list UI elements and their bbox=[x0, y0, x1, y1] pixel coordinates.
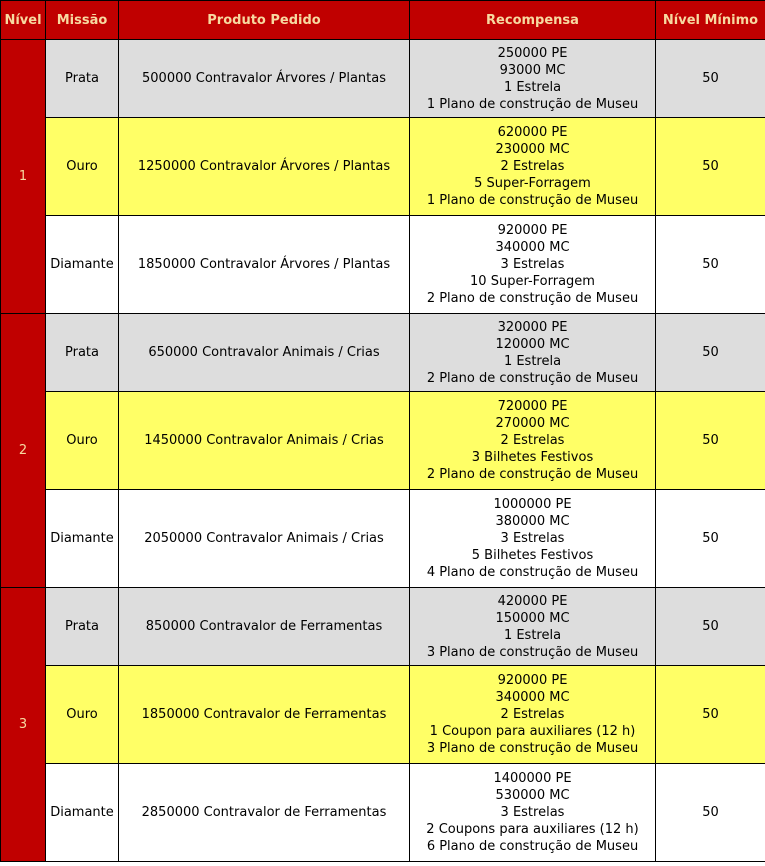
reward-line: 420000 PE bbox=[497, 593, 568, 609]
reward-cell bbox=[410, 666, 656, 764]
reward-line: 620000 PE bbox=[497, 125, 568, 140]
mission-cell: Diamante bbox=[46, 490, 119, 588]
header-missao: Missão bbox=[46, 1, 119, 40]
mission-cell: Prata bbox=[46, 588, 119, 666]
header-nivel: Nível bbox=[1, 1, 46, 40]
reward-cell bbox=[410, 314, 656, 392]
reward-line: 2 Estrelas bbox=[500, 433, 565, 448]
min-level-cell: 50 bbox=[656, 216, 765, 314]
min-level-cell: 50 bbox=[656, 764, 765, 862]
reward-line: 250000 PE bbox=[497, 45, 568, 61]
product-cell: 650000 Contravalor Animais / Crias bbox=[119, 314, 410, 392]
reward-line: 1 Estrela bbox=[503, 627, 562, 643]
reward-line: 10 Super-Forragem bbox=[470, 274, 595, 289]
table-row bbox=[1, 118, 765, 216]
header-row bbox=[1, 1, 765, 40]
product-cell: 850000 Contravalor de Ferramentas bbox=[119, 588, 410, 666]
table-row bbox=[1, 40, 765, 118]
reward-cell bbox=[410, 764, 656, 862]
reward-line: 1 Plano de construção de Museu bbox=[426, 193, 639, 208]
mission-cell: Ouro bbox=[46, 666, 119, 764]
reward-line: 230000 MC bbox=[495, 142, 570, 157]
reward-line: 93000 MC bbox=[499, 62, 566, 78]
reward-line: 1 Plano de construção de Museu bbox=[426, 96, 639, 112]
product-cell: 1850000 Contravalor de Ferramentas bbox=[119, 666, 410, 764]
reward-line: 920000 PE bbox=[497, 673, 568, 688]
level-cell: 2 bbox=[1, 314, 46, 588]
min-level-cell: 50 bbox=[656, 666, 765, 764]
reward-line: 1 Estrela bbox=[503, 79, 562, 95]
product-cell: 1450000 Contravalor Animais / Crias bbox=[119, 392, 410, 490]
reward-line: 2 Plano de construção de Museu bbox=[426, 370, 639, 386]
reward-line: 1400000 PE bbox=[493, 771, 572, 786]
reward-line: 5 Super-Forragem bbox=[474, 176, 591, 191]
reward-cell bbox=[410, 392, 656, 490]
reward-line: 5 Bilhetes Festivos bbox=[471, 548, 594, 563]
reward-line: 380000 MC bbox=[495, 514, 570, 529]
reward-cell bbox=[410, 588, 656, 666]
reward-line: 3 Estrelas bbox=[500, 257, 565, 272]
product-cell: 2050000 Contravalor Animais / Crias bbox=[119, 490, 410, 588]
reward-cell bbox=[410, 490, 656, 588]
table-row bbox=[1, 392, 765, 490]
min-level-cell: 50 bbox=[656, 118, 765, 216]
reward-line: 720000 PE bbox=[497, 399, 568, 414]
product-cell: 1850000 Contravalor Árvores / Plantas bbox=[119, 216, 410, 314]
mission-cell: Diamante bbox=[46, 216, 119, 314]
reward-line: 2 Coupons para auxiliares (12 h) bbox=[426, 822, 639, 837]
header-produto: Produto Pedido bbox=[119, 1, 410, 40]
reward-line: 1 Coupon para auxiliares (12 h) bbox=[429, 724, 636, 739]
reward-line: 3 Plano de construção de Museu bbox=[426, 644, 639, 660]
table-row bbox=[1, 666, 765, 764]
table-row bbox=[1, 764, 765, 862]
level-cell: 1 bbox=[1, 40, 46, 314]
reward-line: 270000 MC bbox=[495, 416, 570, 431]
reward-cell bbox=[410, 40, 656, 118]
reward-line: 2 Estrelas bbox=[500, 159, 565, 174]
reward-line: 320000 PE bbox=[497, 319, 568, 335]
header-nivel-minimo: Nível Mínimo bbox=[656, 1, 765, 40]
reward-line: 1000000 PE bbox=[493, 497, 572, 512]
table-row bbox=[1, 588, 765, 666]
reward-line: 340000 MC bbox=[495, 690, 570, 705]
mission-cell: Ouro bbox=[46, 392, 119, 490]
reward-line: 3 Estrelas bbox=[500, 531, 565, 546]
reward-line: 2 Plano de construção de Museu bbox=[426, 291, 639, 306]
reward-line: 3 Plano de construção de Museu bbox=[426, 741, 639, 756]
reward-line: 1 Estrela bbox=[503, 353, 562, 369]
reward-line: 3 Bilhetes Festivos bbox=[471, 450, 594, 465]
reward-line: 2 Plano de construção de Museu bbox=[426, 467, 639, 482]
product-cell: 2850000 Contravalor de Ferramentas bbox=[119, 764, 410, 862]
reward-line: 340000 MC bbox=[495, 240, 570, 255]
reward-line: 150000 MC bbox=[495, 610, 570, 626]
mission-cell: Prata bbox=[46, 40, 119, 118]
min-level-cell: 50 bbox=[656, 392, 765, 490]
min-level-cell: 50 bbox=[656, 588, 765, 666]
table-row bbox=[1, 490, 765, 588]
level-cell: 3 bbox=[1, 588, 46, 862]
reward-line: 120000 MC bbox=[495, 336, 570, 352]
table-row bbox=[1, 314, 765, 392]
product-cell: 500000 Contravalor Árvores / Plantas bbox=[119, 40, 410, 118]
product-cell: 1250000 Contravalor Árvores / Plantas bbox=[119, 118, 410, 216]
reward-line: 3 Estrelas bbox=[500, 805, 565, 820]
reward-line: 6 Plano de construção de Museu bbox=[426, 839, 639, 854]
min-level-cell: 50 bbox=[656, 490, 765, 588]
table-row bbox=[1, 216, 765, 314]
min-level-cell: 50 bbox=[656, 314, 765, 392]
reward-line: 920000 PE bbox=[497, 223, 568, 238]
reward-line: 4 Plano de construção de Museu bbox=[426, 565, 639, 580]
min-level-cell: 50 bbox=[656, 40, 765, 118]
reward-cell bbox=[410, 216, 656, 314]
mission-cell: Ouro bbox=[46, 118, 119, 216]
header-recompensa: Recompensa bbox=[410, 1, 656, 40]
mission-cell: Prata bbox=[46, 314, 119, 392]
mission-cell: Diamante bbox=[46, 764, 119, 862]
reward-line: 2 Estrelas bbox=[500, 707, 565, 722]
reward-line: 530000 MC bbox=[495, 788, 570, 803]
reward-cell bbox=[410, 118, 656, 216]
